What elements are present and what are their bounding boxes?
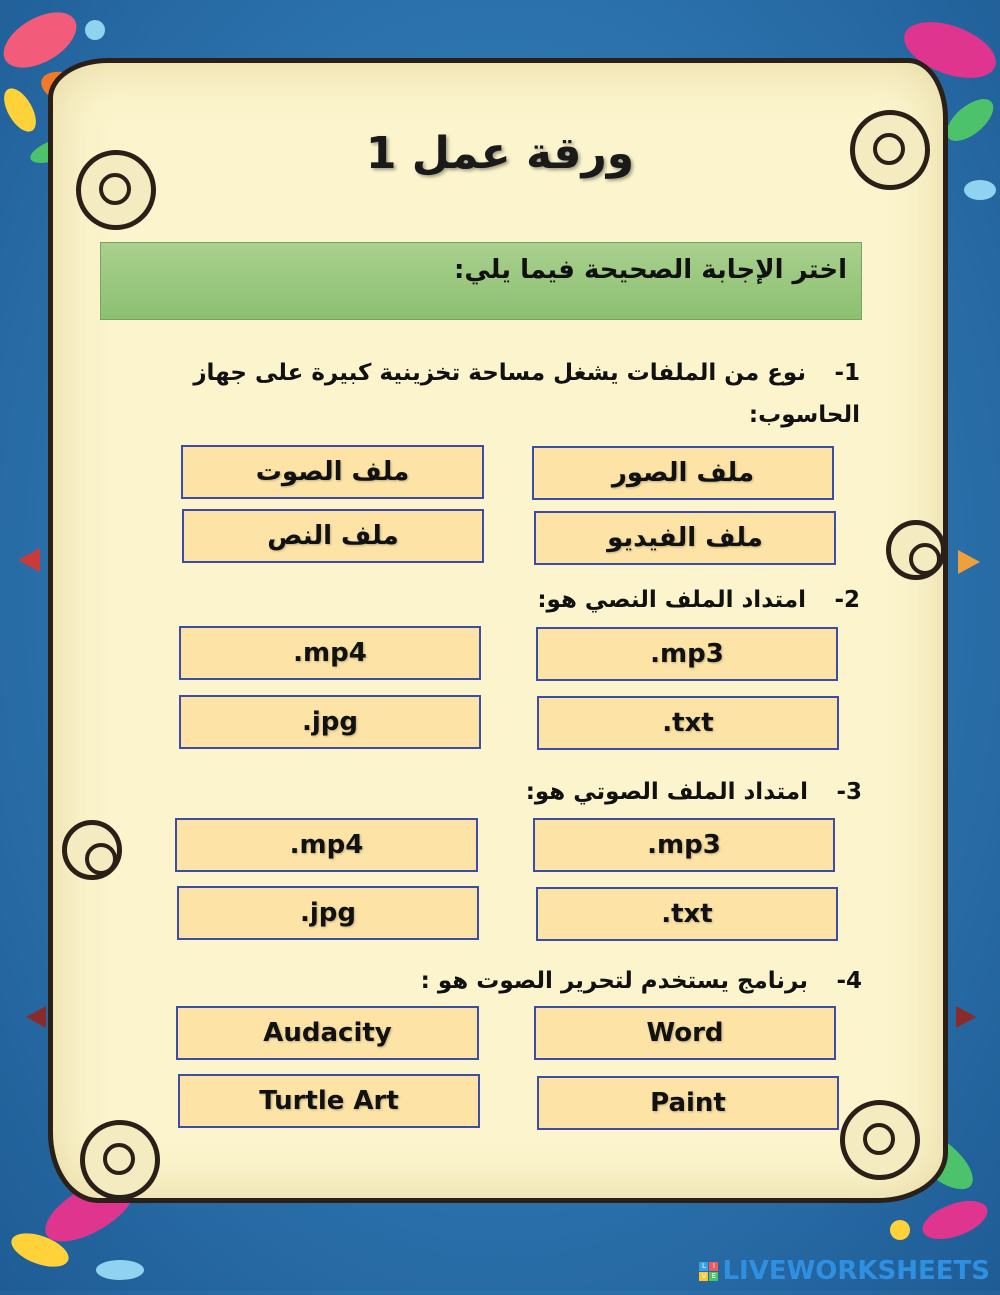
question-2 — [300, 579, 860, 621]
question-number: 3- — [836, 779, 862, 805]
question-text: برنامج يستخدم لتحرير الصوت هو : — [420, 968, 808, 994]
logo-letter: I — [709, 1262, 718, 1271]
answer-option[interactable]: ملف الفيديو — [534, 511, 836, 565]
question-4 — [300, 960, 862, 1002]
page-title: ورقة عمل 1 — [365, 128, 635, 179]
scroll-curl-icon — [886, 520, 946, 580]
question-text: نوع من الملفات يشغل مساحة تخزينية كبيرة على جهاز الحاسوب: — [193, 360, 860, 428]
answer-option[interactable]: .mp4 — [175, 818, 478, 872]
answer-option[interactable]: ملف النص — [182, 509, 484, 563]
question-number: 4- — [836, 968, 862, 994]
answer-option[interactable]: ملف الصوت — [181, 445, 484, 499]
left-arrow-icon — [26, 1006, 46, 1028]
logo-letter: V — [699, 1272, 708, 1281]
question-1 — [160, 352, 860, 436]
answer-option[interactable]: .mp3 — [536, 627, 838, 681]
scroll-curl-icon — [80, 1120, 160, 1200]
answer-option[interactable]: .jpg — [179, 695, 481, 749]
answer-option[interactable]: Paint — [537, 1076, 839, 1130]
answer-option[interactable]: .mp3 — [533, 818, 835, 872]
answer-option[interactable]: .mp4 — [179, 626, 481, 680]
instruction-text: اختر الإجابة الصحيحة فيما يلي: — [453, 255, 847, 285]
watermark-text: LIVEWORKSHEETS — [722, 1256, 990, 1286]
answer-option[interactable]: .txt — [537, 696, 839, 750]
answer-option[interactable]: Word — [534, 1006, 836, 1060]
answer-option[interactable]: .txt — [536, 887, 838, 941]
answer-option[interactable]: Audacity — [176, 1006, 479, 1060]
question-text: امتداد الملف النصي هو: — [537, 587, 806, 613]
question-3 — [300, 771, 862, 813]
answer-option[interactable]: ملف الصور — [532, 446, 834, 500]
logo-letter: E — [709, 1272, 718, 1281]
logo-letter: L — [699, 1262, 708, 1271]
logo-blocks-icon — [699, 1262, 718, 1281]
instruction-banner — [100, 242, 862, 320]
right-arrow-icon — [958, 550, 980, 574]
question-text: امتداد الملف الصوتي هو: — [525, 779, 808, 805]
right-arrow-icon — [956, 1006, 976, 1028]
liveworksheets-logo — [699, 1256, 990, 1286]
scroll-curl-icon — [840, 1100, 920, 1180]
left-arrow-icon — [18, 548, 40, 572]
question-number: 2- — [834, 587, 860, 613]
answer-option[interactable]: .jpg — [177, 886, 479, 940]
answer-option[interactable]: Turtle Art — [178, 1074, 480, 1128]
question-number: 1- — [834, 360, 860, 386]
scroll-curl-icon — [62, 820, 122, 880]
